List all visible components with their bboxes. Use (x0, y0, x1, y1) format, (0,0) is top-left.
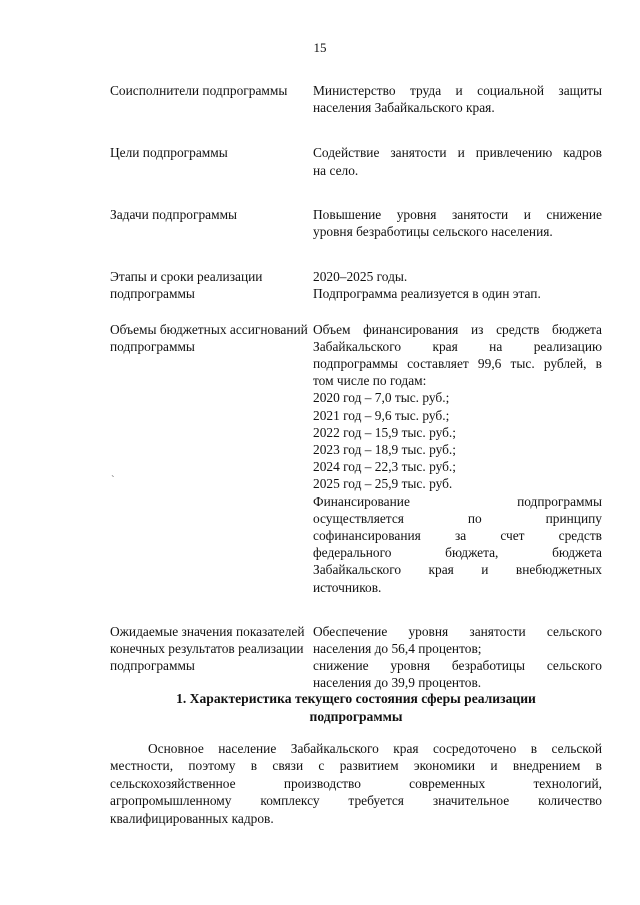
passport-row-tasks (110, 206, 602, 240)
value-line: федерального бюджета, бюджета (313, 545, 602, 561)
label-line: показателей конечных (110, 623, 305, 657)
value-line: Финансирование подпрограммы (313, 493, 602, 509)
passport-row-expected-results (110, 623, 602, 692)
label-line: Ожидаемые значения (110, 623, 233, 639)
budget-year-line: 2023 год – 18,9 тыс. руб.; (313, 442, 456, 458)
value-line: подпрограммы составляет 99,6 тыс. рублей, в (313, 356, 602, 372)
row-label: Цели подпрограммы (110, 145, 228, 161)
value-line: осуществляется по принципу (313, 510, 602, 526)
label-line: подпрограммы (110, 658, 195, 674)
row-label (110, 321, 313, 596)
row-value (313, 321, 602, 596)
value-line: Содействие занятости и привлечению кадров (313, 145, 602, 161)
heading-line: подпрограммы (309, 708, 403, 724)
value-line: населения до 56,4 процентов; (313, 641, 482, 657)
section-body-paragraph (110, 740, 602, 827)
value-line: населения до 39,9 процентов. (313, 675, 482, 691)
row-label: Задачи подпрограммы (110, 206, 238, 222)
heading-line: 1. Характеристика текущего состояния сферы реализации (176, 691, 536, 706)
row-value (313, 206, 602, 240)
value-line: Министерство труда и социальной защиты (313, 83, 602, 98)
budget-year-line: 2025 год – 25,9 тыс. руб. (313, 476, 453, 492)
value-line: уровня безработицы сельского населения. (313, 224, 553, 240)
row-label: Соисполнители подпрограммы (110, 83, 288, 98)
passport-row-goals (110, 144, 602, 178)
value-line: снижение уровня безработицы сельского (313, 658, 602, 674)
value-line: источников. (313, 579, 382, 595)
value-line: Обеспечение уровня занятости сельского (313, 623, 602, 639)
value-line: Забайкальского края и внебюджетных (313, 562, 602, 578)
value-line: населения Забайкальского края. (313, 100, 495, 116)
row-value (313, 82, 602, 116)
label-line: результатов реализации (168, 641, 304, 657)
budget-year-line: 2020 год – 7,0 тыс. руб.; (313, 390, 450, 406)
budget-year-line: 2022 год – 15,9 тыс. руб.; (313, 424, 456, 440)
budget-year-line: 2024 год – 22,3 тыс. руб.; (313, 459, 456, 475)
page-number: 15 (313, 40, 327, 55)
paragraph-line: местности, поэтому в связи с развитием экономики и внедрением в (110, 758, 602, 774)
paragraph-line: квалифицированных кадров. (110, 810, 274, 826)
row-value (313, 268, 602, 302)
value-line: на село. (313, 162, 359, 178)
row-value (313, 623, 602, 692)
value-line: Объем финансирования из средств бюджета (313, 321, 602, 337)
passport-row-budget (110, 321, 602, 596)
value-line: том числе по годам: (313, 373, 427, 389)
stray-mark: ` (111, 474, 115, 486)
label-line: ассигнований подпрограммы (110, 321, 308, 354)
row-label (110, 268, 313, 302)
row-value (313, 144, 602, 178)
value-line: Подпрограмма реализуется в один этап. (313, 286, 541, 302)
paragraph-line: Основное население Забайкальского края сосредоточено в сельской (148, 741, 602, 756)
value-line: Забайкальского края на реализацию (313, 338, 602, 354)
value-line: Повышение уровня занятости и снижение (313, 206, 602, 222)
paragraph-line: агропромышленному комплексу требуется значительное количество (110, 793, 602, 809)
value-line: 2020–2025 годы. (313, 269, 408, 285)
passport-row-stages (110, 268, 602, 302)
label-line: Объемы бюджетных (110, 321, 227, 337)
passport-row-coexecutors (110, 82, 602, 116)
label-line: Этапы и сроки реализации (110, 269, 263, 285)
value-line: софинансирования за счет средств (313, 528, 602, 544)
section-heading (110, 690, 602, 725)
paragraph-line: сельскохозяйственное производство современных технологий, (110, 775, 602, 791)
budget-year-line: 2021 год – 9,6 тыс. руб.; (313, 407, 450, 423)
subprogram-passport-table (110, 82, 602, 720)
row-label (110, 623, 313, 692)
label-line: подпрограммы (110, 286, 195, 302)
